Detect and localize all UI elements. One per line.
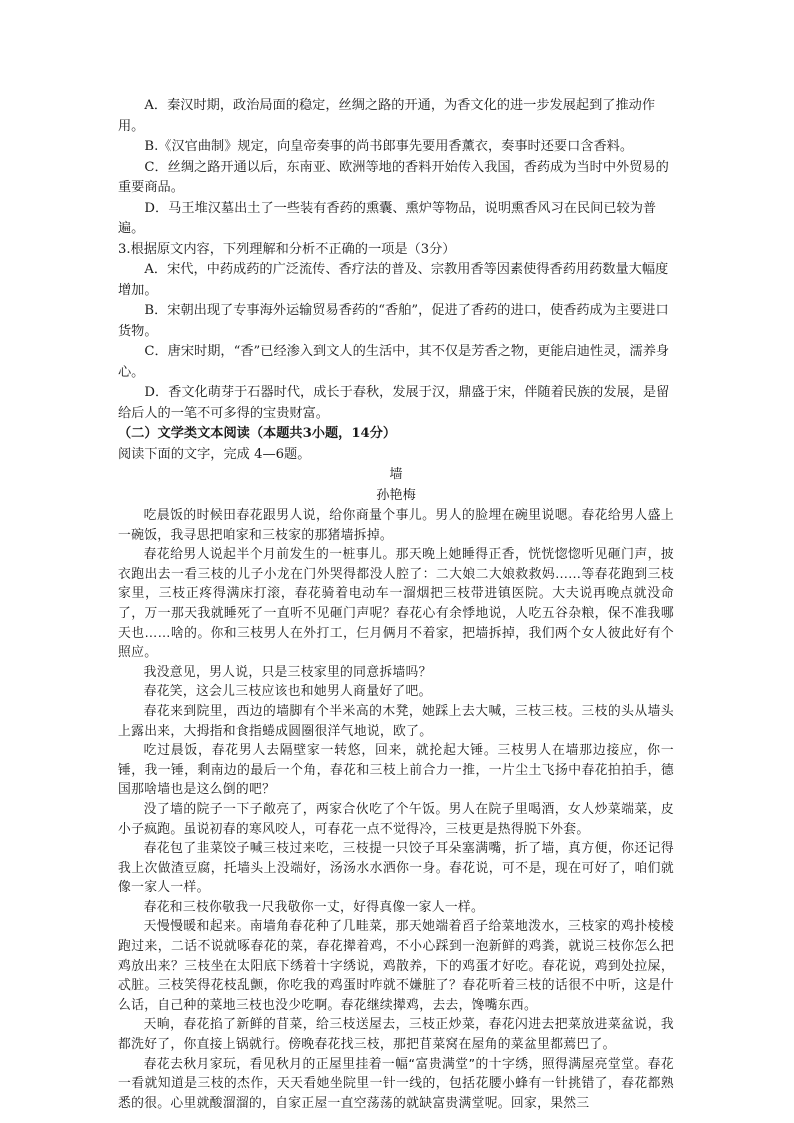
story-body: [118, 506, 674, 1113]
q3-option-c: C．唐宋时期，“香”已经渗入到文人的生活中，其不仅是芳香之物，更能启迪性灵，濡养身心。: [118, 344, 670, 380]
q2-option-b: B.《汉官曲制》规定，向皇帝奏事的尚书郎事先要用香薰衣，奏事时还要口含香料。: [144, 139, 634, 154]
section-instruction: 阅读下面的文字，完成 4—6题。: [118, 446, 311, 462]
story-paragraph: 春花给男人说起半个月前发生的一桩事儿。那天晚上她睡得正香，恍恍惚惚听见砸门声，披衣跑出去一看三枝的儿子小龙在门外哭得都没人腔了：二大娘二大娘救救妈……等春花跑到三枝家里，三枝正疼得满床打滚，春花骑着电动车一溜烟把三枝带进镇医院。大夫说再晚点就没命了，万一那天我就睡死了一直听不见砸门声呢？春花心有余悸地说，人吃五谷杂粮，保不准我哪天也……啥的。你和三枝男人在外打工，仨月俩月不着家，把墙拆掉，我们两个女人彼此好有个照应。: [118, 547, 674, 661]
story-paragraph: 春花来到院里，西边的墙脚有个半米高的木凳，她踩上去大喊，三枝三枝。三枝的头从墙头上露出来，大拇指和食指蜷成圆圈很洋气地说，欧了。: [118, 703, 674, 739]
q2-option-c: C．丝绸之路开通以后，东南亚、欧洲等地的香料开始传入我国，香药成为当时中外贸易的重要商品。: [118, 159, 669, 195]
q3-option-a: A．宋代，中药成药的广泛流传、香疗法的普及、宗教用香等因素使得香药用药数量大幅度增加。: [118, 262, 669, 298]
story-paragraph: 我没意见，男人说，只是三枝家里的同意拆墙吗？: [143, 664, 432, 680]
story-paragraph: 春花笑，这会儿三枝应该也和她男人商量好了吧。: [143, 684, 432, 700]
q2-option-d: D．马王堆汉墓出土了一些装有香药的熏囊、熏炉等物品，说明熏香风习在民间已较为普遍。: [118, 200, 657, 236]
story-paragraph: 吃过晨饭，春花男人去隔壁家一转悠，回来，就抡起大锤。三枝男人在墙那边接应，你一锤，我一锤，剩南边的最后一个角，春花和三枝上前合力一推，一片尘土飞扬中春花拍拍手，德国那啥墙也是这么倒的吧？: [118, 743, 674, 798]
section-heading: （二）文学类文本阅读（本题共3小题，14分）: [118, 426, 397, 441]
q3-option-d: D．香文化萌芽于石器时代，成长于春秋，发展于汉，鼎盛于宋，伴随着民族的发展，是留给后人的一笔不可多得的宝贵财富。: [118, 385, 670, 421]
q3-option-b: B．宋朝出现了专事海外运输贸易香药的“香舶”，促进了香药的进口，使香药成为主要进口货物。: [118, 303, 669, 339]
reading-section-1: [118, 96, 674, 506]
story-paragraph: 春花去秋月家玩，看见秋月的正屋里挂着一幅“富贵满堂”的十字绣，照得满屋亮堂堂。春花一看就知道是三枝的杰作，天天看她坐院里一针一线的，包括花腰小蜂有一针挑错了，春花都熟悉的很。心里就酸溜溜的，自家正屋一直空荡荡的就缺富贵满堂呢。回家，果然三: [118, 1056, 674, 1111]
story-paragraph: 吃晨饭的时候田春花跟男人说，给你商量个事儿。男人的脸埋在碗里说嗯。春花给男人盛上一碗饭，我寻思把咱家和三枝家的那猪墙拆掉。: [118, 508, 674, 543]
story-paragraph: 没了墙的院子一下子敞亮了，两家合伙吃了个午饭。男人在院子里喝酒，女人炒菜端菜，皮小子疯跑。虽说初春的寒风咬人，可春花一点不觉得冷，三枝更是热得脱下外套。: [118, 801, 674, 837]
story-paragraph: 春花包了韭菜饺子喊三枝过来吃，三枝提一只饺子耳朵塞满嘴，折了墙，真方便，你还记得我上次做渣豆腐，托墙头上没端好，汤汤水水洒你一身。春花说，可不是，现在可好了，咱们就像一家人一样。: [118, 841, 674, 896]
story-paragraph: 春花和三枝你敬我一尺我敬你一丈，好得真像一家人一样。: [143, 899, 485, 915]
q2-option-a: A．秦汉时期，政治局面的稳定，丝绸之路的开通，为香文化的进一步发展起到了推动作用。: [118, 98, 656, 134]
story-title: 墙: [389, 467, 403, 482]
document-page: [118, 96, 674, 1113]
story-paragraph: 天慢慢暖和起来。南墙角春花种了几畦菜，那天她端着舀子给菜地泼水，三枝家的鸡扑棱棱跑过来，二话不说就啄春花的菜，春花撵着鸡，不小心踩到一泡新鲜的鸡粪，就说三枝你怎么把鸡放出来？三枝坐在太阳底下绣着十字绣说，鸡散养，下的鸡蛋才好吃。春花说，鸡到处拉屎，忒脏。三枝笑得花枝乱颤，你吃我的鸡蛋时咋就不嫌脏了？春花听着三枝的话很不中听，这是什么话，自己种的菜地三枝也没少吃啊。春花继续撵鸡，去去，馋嘴东西。: [118, 919, 674, 1013]
story-author: 孙艳梅: [376, 487, 416, 503]
story-paragraph: 天晌，春花掐了新鲜的苜菜，给三枝送屋去，三枝正炒菜，春花闪进去把菜放进菜盆说，我都洗好了，你直接上锅就行。傍晚春花找三枝，那把苜菜窝在屋角的菜盆里都蔫巴了。: [118, 1017, 674, 1053]
q3-stem: 3.根据原文内容，下列理解和分析不正确的一项是（3分）: [118, 241, 456, 257]
